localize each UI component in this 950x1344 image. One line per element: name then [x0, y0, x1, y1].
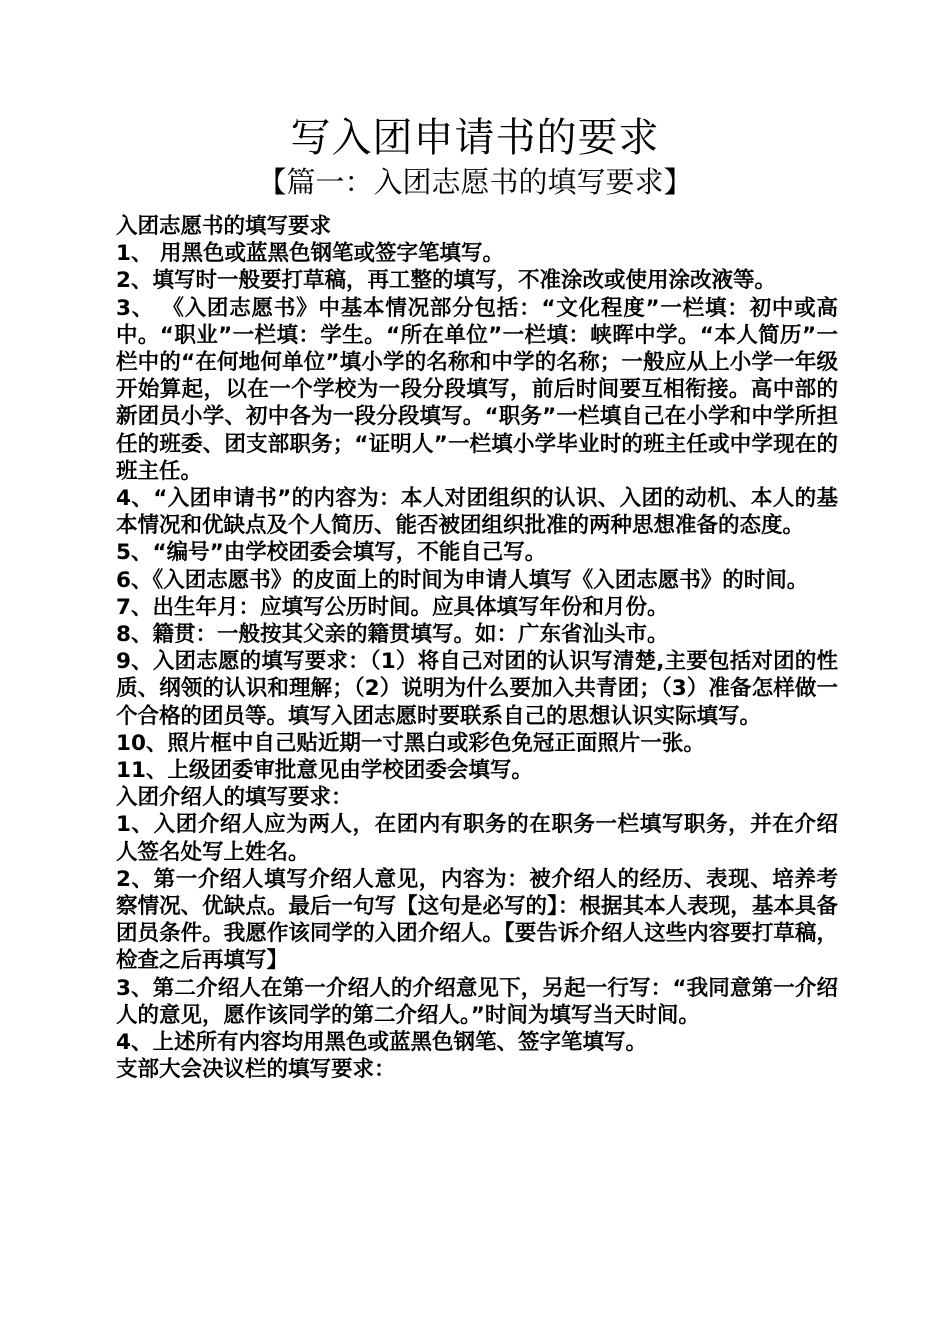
paragraph-item: 1、 用黑色或蓝黑色钢笔或签字笔填写。	[116, 241, 504, 267]
paragraph-item: 4、“入团申请书”的内容为：本人对团组织的认识、入团的动机、本人的基本情况和优缺点及个人简历、能否被团组织批准的两种思想准备的态度。	[116, 486, 838, 539]
section-heading-branch-resolution: 支部大会决议栏的填写要求：	[116, 1057, 396, 1083]
paragraph-item: 6、《入团志愿书》的皮面上的时间为申请人填写《入团志愿书》的时间。	[116, 567, 809, 593]
paragraph-item: 4、上述所有内容均用黑色或蓝黑色钢笔、签字笔填写。	[116, 1030, 647, 1056]
paragraph-item: 5、“编号”由学校团委会填写，不能自己写。	[116, 540, 547, 566]
page-subtitle: 【篇一：入团志愿书的填写要求】	[257, 165, 693, 199]
page-title: 写入团申请书的要求	[290, 115, 660, 161]
paragraph-item: 2、填写时一般要打草稿，再工整的填写，不准涂改或使用涂改液等。	[116, 268, 776, 294]
paragraph-item: 3、第二介绍人在第一介绍人的介绍意见下，另起一行写：“我同意第一介绍人的意见，愿作该同学的第二介绍人。”时间为填写当天时间。	[116, 975, 838, 1028]
paragraph-item: 7、出生年月：应填写公历时间。应具体填写年份和月份。	[116, 594, 669, 620]
paragraph-item: 10、照片框中自己贴近期一寸黑白或彩色免冠正面照片一张。	[116, 730, 705, 756]
paragraph-item: 3、 《入团志愿书》中基本情况部分包括：“文化程度”一栏填：初中或高中。“职业”一栏填：学生。“所在单位”一栏填：峡晖中学。“本人简历”一栏中的“在何地何单位”填小学的名称和中学的名称；一般应从上小学一年级开始算起，以在一个学校为一段分段填写，前后时间要互相衔接。高中部的新团员小学、初中各为一段分段填写。“职务”一栏填自己在小学和中学所担任的班委、团支部职务；“证明人”一栏填小学毕业时的班主任或中学现在的班主任。	[116, 295, 838, 484]
paragraph-item: 8、籍贯：一般按其父亲的籍贯填写。如：广东省汕头市。	[116, 622, 669, 648]
paragraph-item: 9、入团志愿的填写要求：（1）将自己对团的认识写清楚,主要包括对团的性质、纲领的认识和理解；（2）说明为什么要加入共青团；（3）准备怎样做一个合格的团员等。填写入团志愿时要联系自己的思想认识实际填写。	[116, 649, 838, 729]
paragraph-item: 11、上级团委审批意见由学校团委会填写。	[116, 758, 533, 784]
paragraph-item: 2、第一介绍人填写介绍人意见，内容为：被介绍人的经历、表现、培养考察情况、优缺点。最后一句写【这句是必写的】：根据其本人表现，基本具备团员条件。我愿作该同学的入团介绍人。【要告诉介绍人这些内容要打草稿，检查之后再填写】	[116, 866, 838, 974]
section-heading-application: 入团志愿书的填写要求	[116, 214, 332, 239]
paragraph-item: 1、入团介绍人应为两人，在团内有职务的在职务一栏填写职务，并在介绍人签名处写上姓名。	[116, 812, 838, 865]
document-body	[116, 213, 838, 1084]
section-heading-introducer: 入团介绍人的填写要求：	[116, 785, 353, 811]
